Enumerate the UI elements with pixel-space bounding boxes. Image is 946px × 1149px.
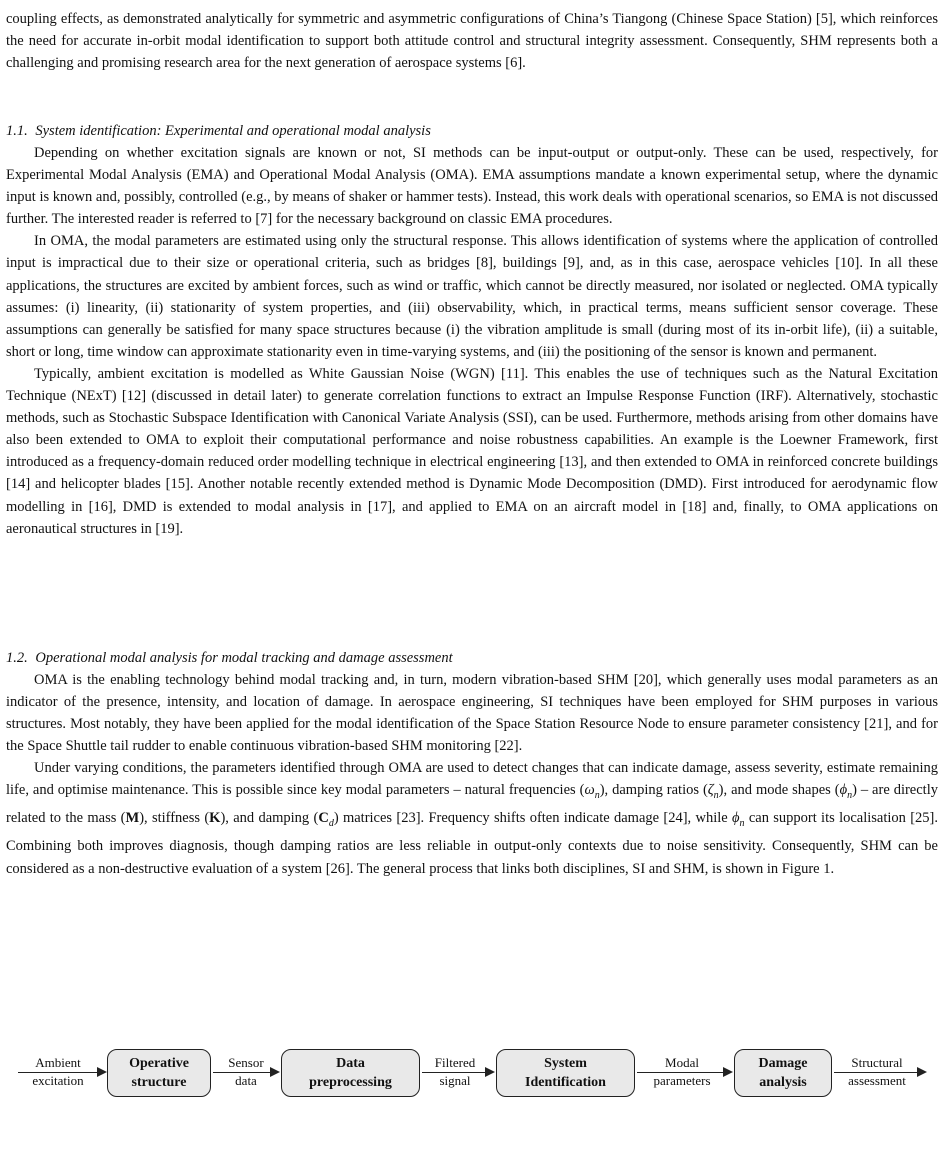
paragraph: Under varying conditions, the parameters identified through OMA are used to detect changes that can indicate damage, assess severity, estimate remaining life, and optimise maintenance. This is possible since key modal parameters – natural frequencies $(\omega_n)$, damping ratios $(\zeta_n)$, and mode shapes $(\phi_n)$ – are directly related to the mass (M), stiffness (K), and damping $(C_d)$ matrices [23]. Frequency shifts often indicate damage [24], while $\phi_n$ can support its localisation [25]. Combining both improves diagnosis, though damping ratios are less reliable in output-only contexts due to noise sensitivity. Consequently, SHM can be considered as a non-destructive evaluation of a system [26]. The general process that links both disciplines, SI and SHM, is shown in Figure 1. — [6, 760, 938, 877]
arrowhead-icon — [270, 1067, 280, 1077]
paragraph: Typically, ambient excitation is modelled as White Gaussian Noise (WGN) [11]. This enables the use of techniques such as the Natural Excitation Technique (NExT) [12] (discussed in detail later) to generate correlation functions to extract an Impulse Response Function (IRF). Alternatively, stochastic methods, such as Stochastic Subspace Identification with Canonical Variate Analysis (SSI), can be used. Furthermore, methods arising from other domains have also been extended to OMA to exploit their computational performance and noise robustness capabilities. An example is the Loewner Framework, first introduced as a frequency-domain reduced order modelling technique in electrical engineering [13], and then extended to OMA in reinforced concrete buildings [14] and helicopter blades [15]. Another notable recently extended method is Dynamic Mode Decomposition (DMD). First introduced for aerodynamic flow modelling in [16], DMD is extended to modal analysis in [17], and applied to EMA on an aircraft model in [18] and, finally, to OMA applications on aeronautical structures in [19]. — [6, 365, 938, 537]
math-phi-n: $\phi_n$ — [839, 782, 853, 802]
arrowhead-icon — [723, 1067, 733, 1077]
section-number: 1.2. — [6, 650, 28, 666]
arrowhead-icon — [485, 1067, 495, 1077]
math-damping-matrix: $C_d$ — [318, 810, 334, 830]
math-zeta-n: $\zeta_n$ — [707, 782, 719, 802]
flow-label-structural-assessment: Structural assessment — [848, 1055, 906, 1088]
flow-box-operative-structure: Operative structure — [107, 1049, 211, 1097]
section-title: System identification: Experimental and operational modal analysis — [35, 123, 431, 139]
section-heading-1-2 — [6, 647, 453, 669]
paragraph: OMA is the enabling technology behind modal tracking and, in turn, modern vibration-based SHM [20], which generally uses modal parameters as an indicator of the presence, intensity, and location of damage. In aerospace engineering, SI techniques have been employed for SHM purposes in various structures. Most notably, they have been applied for the modal identification of the Space Station Resource Node to ensure parameter consistency [21], and for the Space Shuttle tail rudder to enable continuous vibration-based SHM monitoring [22]. — [6, 672, 938, 755]
paragraph: In OMA, the modal parameters are estimated using only the structural response. This allows identification of systems where the application of controlled input is impractical due to their size or operational criteria, such as bridges [8], buildings [9], and, as in this case, aerospace vehicles [10]. In all these applications, the structures are excited by ambient forces, such as wind or traffic, which cannot be directly measured, nor isolated or neglected. OMA typically assumes: (i) linearity, (ii) stationarity of system properties, and (iii) observability, which, in practical terms, means sufficient sensor coverage. These assumptions can generally be satisfied for many space structures because (i) the vibration amplitude is small (during most of its in-orbit life), (ii) a suitable, short or long, time window can approximate stationarity even in time-varying systems, and (iii) the positioning of the sensor is known and permanent. — [6, 233, 938, 360]
flow-arrow — [422, 1072, 486, 1073]
math-mass-matrix: M — [125, 810, 140, 827]
flow-label-sensor-data: Sensor data — [228, 1055, 264, 1088]
arrowhead-icon — [97, 1067, 107, 1077]
flow-arrow — [834, 1072, 918, 1073]
flow-arrow — [18, 1072, 98, 1073]
math-stiffness-matrix: K — [209, 810, 221, 827]
flow-box-damage-analysis: Damage analysis — [734, 1049, 832, 1097]
flow-label-filtered-signal: Filtered signal — [434, 1055, 476, 1088]
flow-arrow — [213, 1072, 271, 1073]
intro-section — [6, 8, 938, 74]
flow-box-data-preprocessing: Data preprocessing — [281, 1049, 420, 1097]
paragraph: Depending on whether excitation signals are known or not, SI methods can be input-output or output-only. These can be used, respectively, for Experimental Modal Analysis (EMA) and Operational Modal Analysis (OMA). EMA assumptions mandate a known experimental setup, where the dynamic input is known and, possibly, controlled (e.g., by means of shaker or hammer tests). Instead, this work deals with operational scenarios, so EMA is not discussed further. The interested reader is referred to [7] for the necessary background on classic EMA procedures. — [6, 145, 938, 228]
math-phi-n: $\phi_n$ — [732, 810, 745, 830]
intro-paragraph: coupling effects, as demonstrated analytically for symmetric and asymmetric configurations of China’s Tiangong (Chinese Space Station) [5], which reinforces the need for accurate in-orbit modal identification to support both attitude control and structural integrity assessment. Consequently, SHM represents both a challenging and promising research area for the next generation of aerospace systems [6]. — [6, 11, 938, 72]
flow-label-ambient-excitation: Ambient excitation — [32, 1055, 84, 1088]
flow-label-modal-parameters: Modal parameters — [653, 1055, 711, 1088]
flow-box-system-identification: System Identification — [496, 1049, 635, 1097]
figure-1-flow-diagram — [0, 1047, 946, 1141]
arrowhead-icon — [917, 1067, 927, 1077]
math-omega-n: $\omega_n$ — [584, 782, 600, 802]
section-heading-1-1 — [6, 120, 431, 142]
section-title: Operational modal analysis for modal tracking and damage assessment — [35, 650, 453, 666]
section-number: 1.1. — [6, 123, 28, 139]
section-1-1-body — [6, 142, 938, 540]
section-1-2-body — [6, 669, 938, 880]
flow-arrow — [637, 1072, 724, 1073]
